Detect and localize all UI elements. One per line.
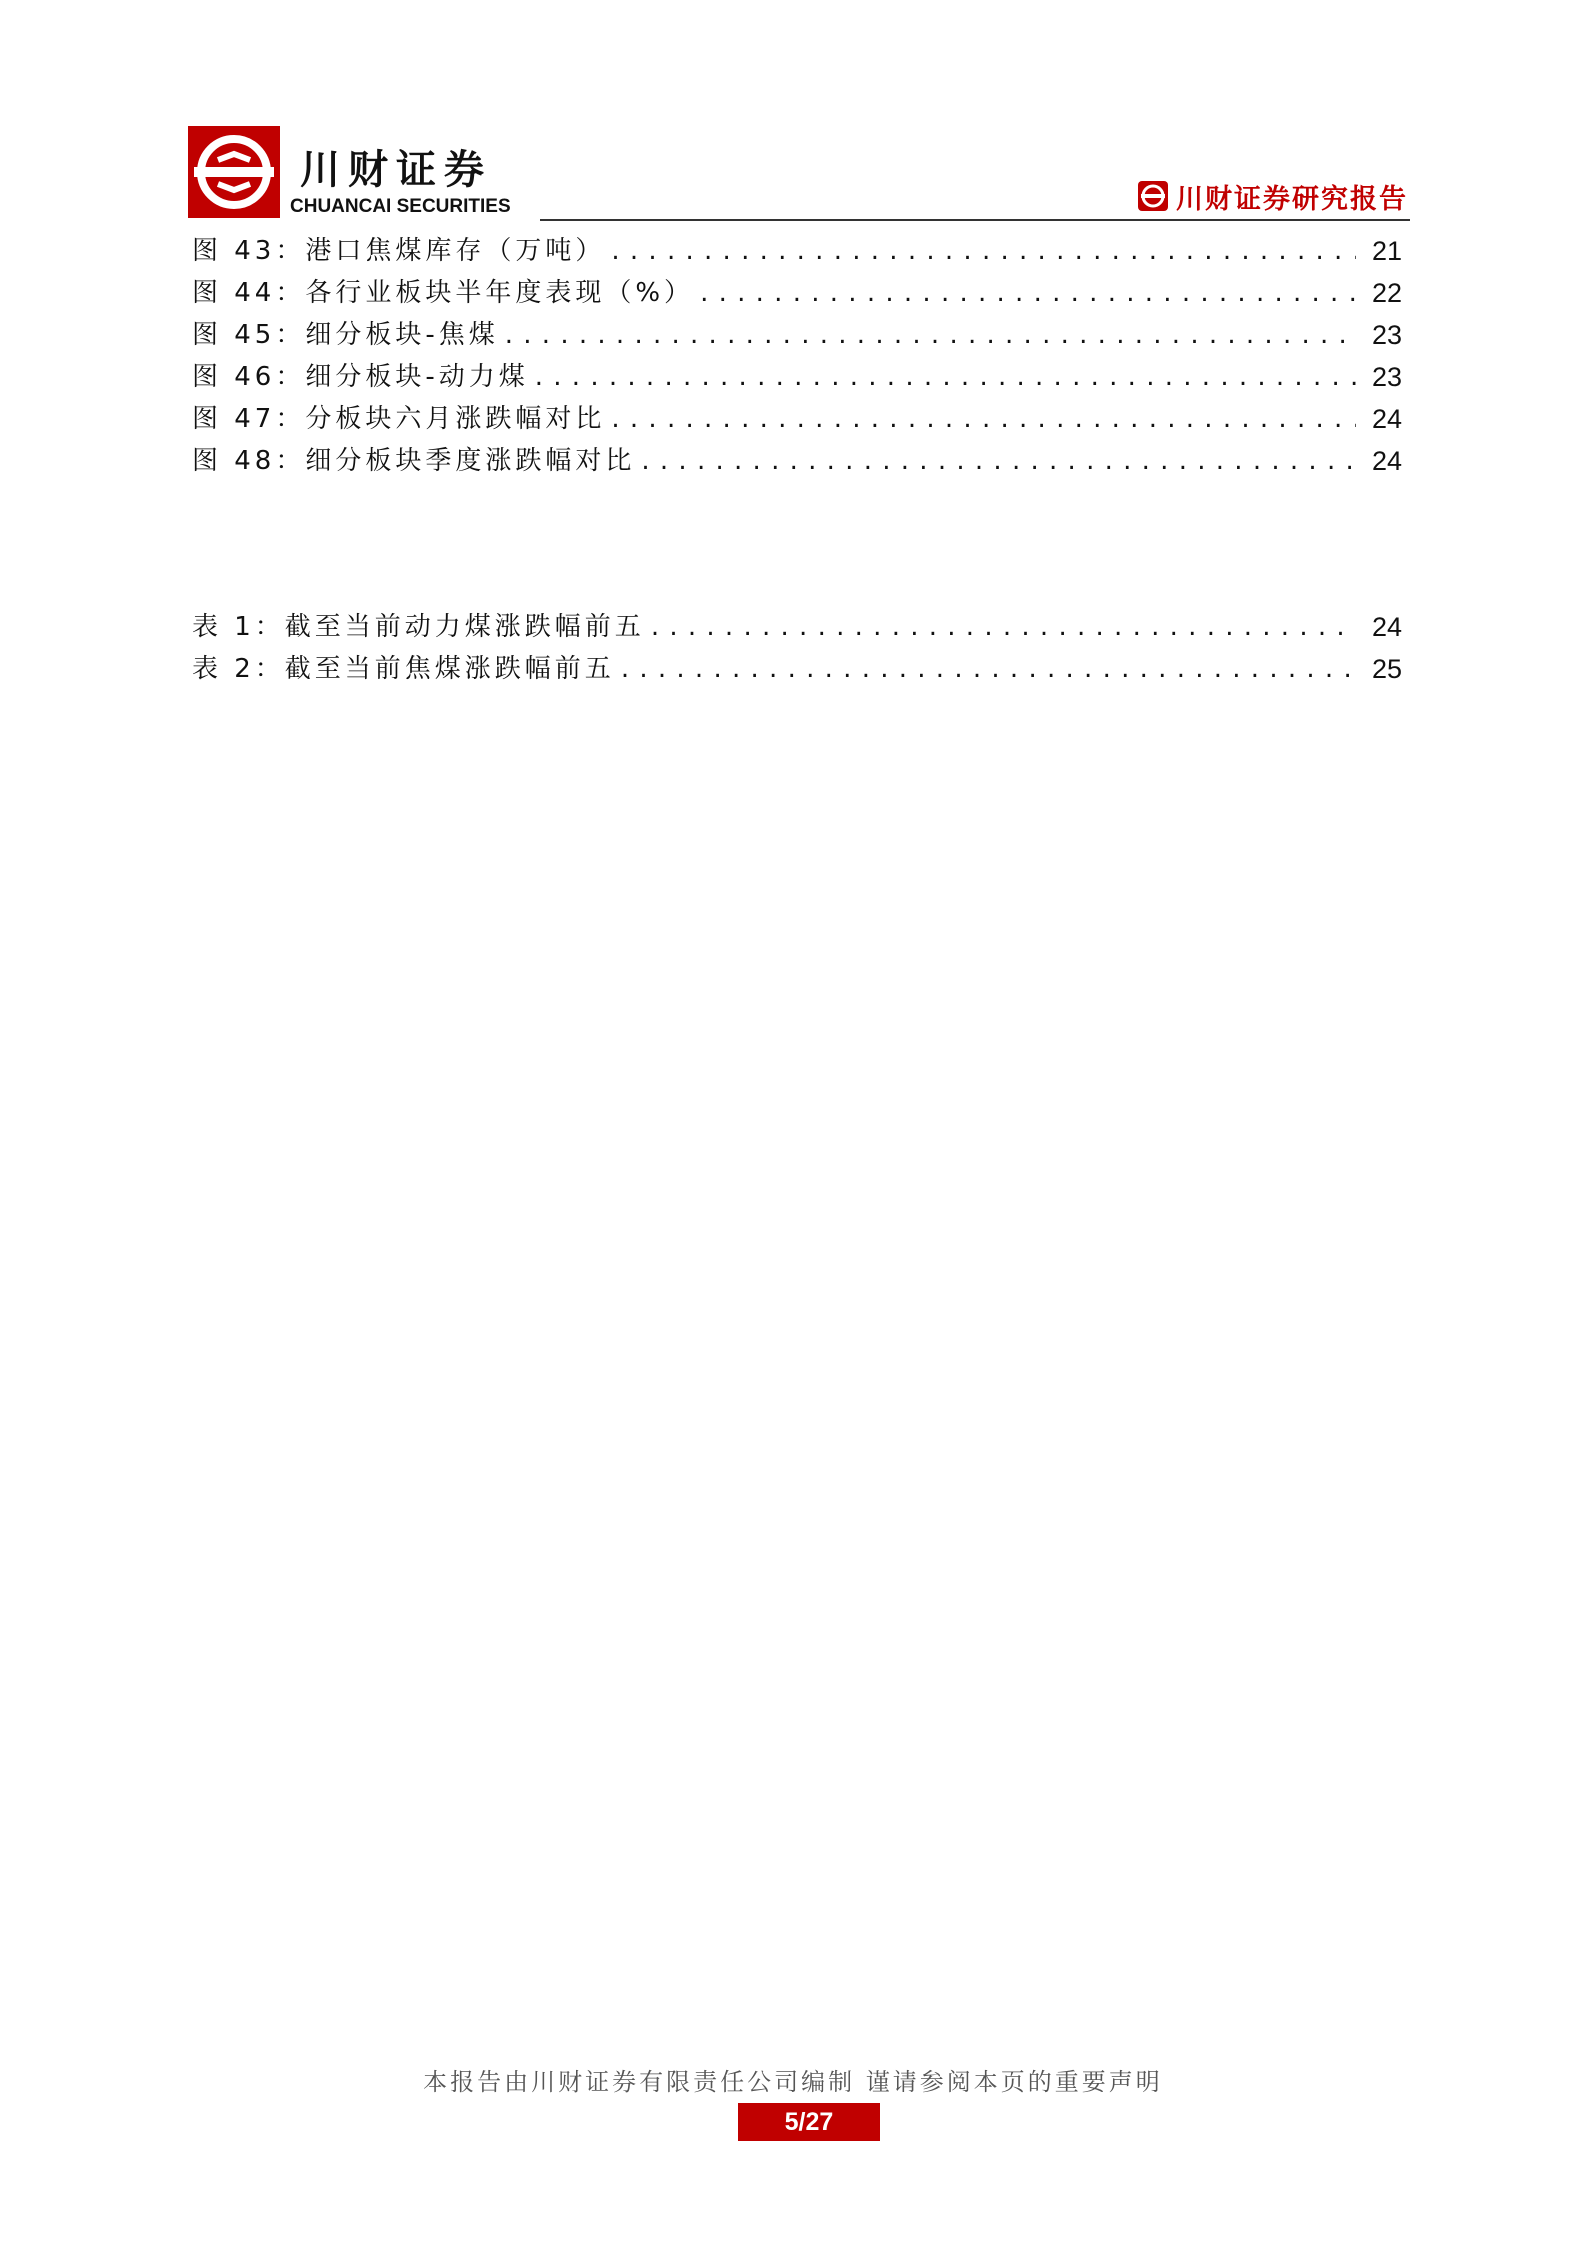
header-divider — [540, 219, 1410, 221]
toc-leader-dots — [651, 606, 1356, 648]
brand-name-cn: 川财证券 — [300, 147, 492, 193]
toc-leader-dots — [505, 314, 1356, 356]
toc-entry-label: 图 45：细分板块-焦煤 — [192, 320, 499, 350]
report-tag — [1138, 178, 1408, 214]
toc-leader-dots — [535, 356, 1356, 398]
toc-entry[interactable] — [192, 230, 1402, 272]
toc-entry-label: 图 47：分板块六月涨跌幅对比 — [192, 404, 606, 434]
chuancai-mini-logo-icon — [1138, 181, 1168, 211]
toc-entry-page: 23 — [1371, 362, 1402, 392]
toc-entry-label: 图 44：各行业板块半年度表现（%） — [192, 278, 695, 308]
toc-entry-label: 图 43：港口焦煤库存（万吨） — [192, 236, 606, 266]
page-header — [0, 0, 1586, 230]
toc-entry-page: 23 — [1371, 320, 1402, 350]
toc-leader-dots — [700, 272, 1356, 314]
toc-entry-page: 22 — [1371, 278, 1402, 308]
page-number-badge: 5/27 — [738, 2103, 880, 2141]
toc-entry-label: 表 1：截至当前动力煤涨跌幅前五 — [192, 612, 645, 642]
toc-entry-page: 24 — [1371, 612, 1402, 642]
toc-entry[interactable] — [192, 398, 1402, 440]
brand-name-en: CHUANCAI SECURITIES — [290, 196, 511, 217]
toc-entry[interactable] — [192, 606, 1402, 648]
toc-leader-dots — [611, 230, 1356, 272]
figure-list — [192, 230, 1402, 482]
chuancai-logo-icon — [188, 126, 280, 218]
toc-entry-page: 24 — [1371, 446, 1402, 476]
toc-entry-label: 图 48：细分板块季度涨跌幅对比 — [192, 446, 636, 476]
toc-entry-page: 21 — [1371, 236, 1402, 266]
toc-leader-dots — [611, 398, 1356, 440]
toc-entry[interactable] — [192, 356, 1402, 398]
footer-disclaimer: 本报告由川财证券有限责任公司编制 谨请参阅本页的重要声明 — [423, 2068, 1163, 2096]
toc-entry[interactable] — [192, 314, 1402, 356]
toc-entry-label: 图 46：细分板块-动力煤 — [192, 362, 529, 392]
toc-entry-label: 表 2：截至当前焦煤涨跌幅前五 — [192, 654, 615, 684]
table-list — [192, 606, 1402, 690]
toc-entry-page: 25 — [1371, 654, 1402, 684]
toc-entry[interactable] — [192, 440, 1402, 482]
toc-entry[interactable] — [192, 648, 1402, 690]
toc-leader-dots — [621, 648, 1356, 690]
toc-entry[interactable] — [192, 272, 1402, 314]
toc-leader-dots — [641, 440, 1356, 482]
report-tag-text: 川财证券研究报告 — [1176, 183, 1408, 215]
toc-entry-page: 24 — [1371, 404, 1402, 434]
